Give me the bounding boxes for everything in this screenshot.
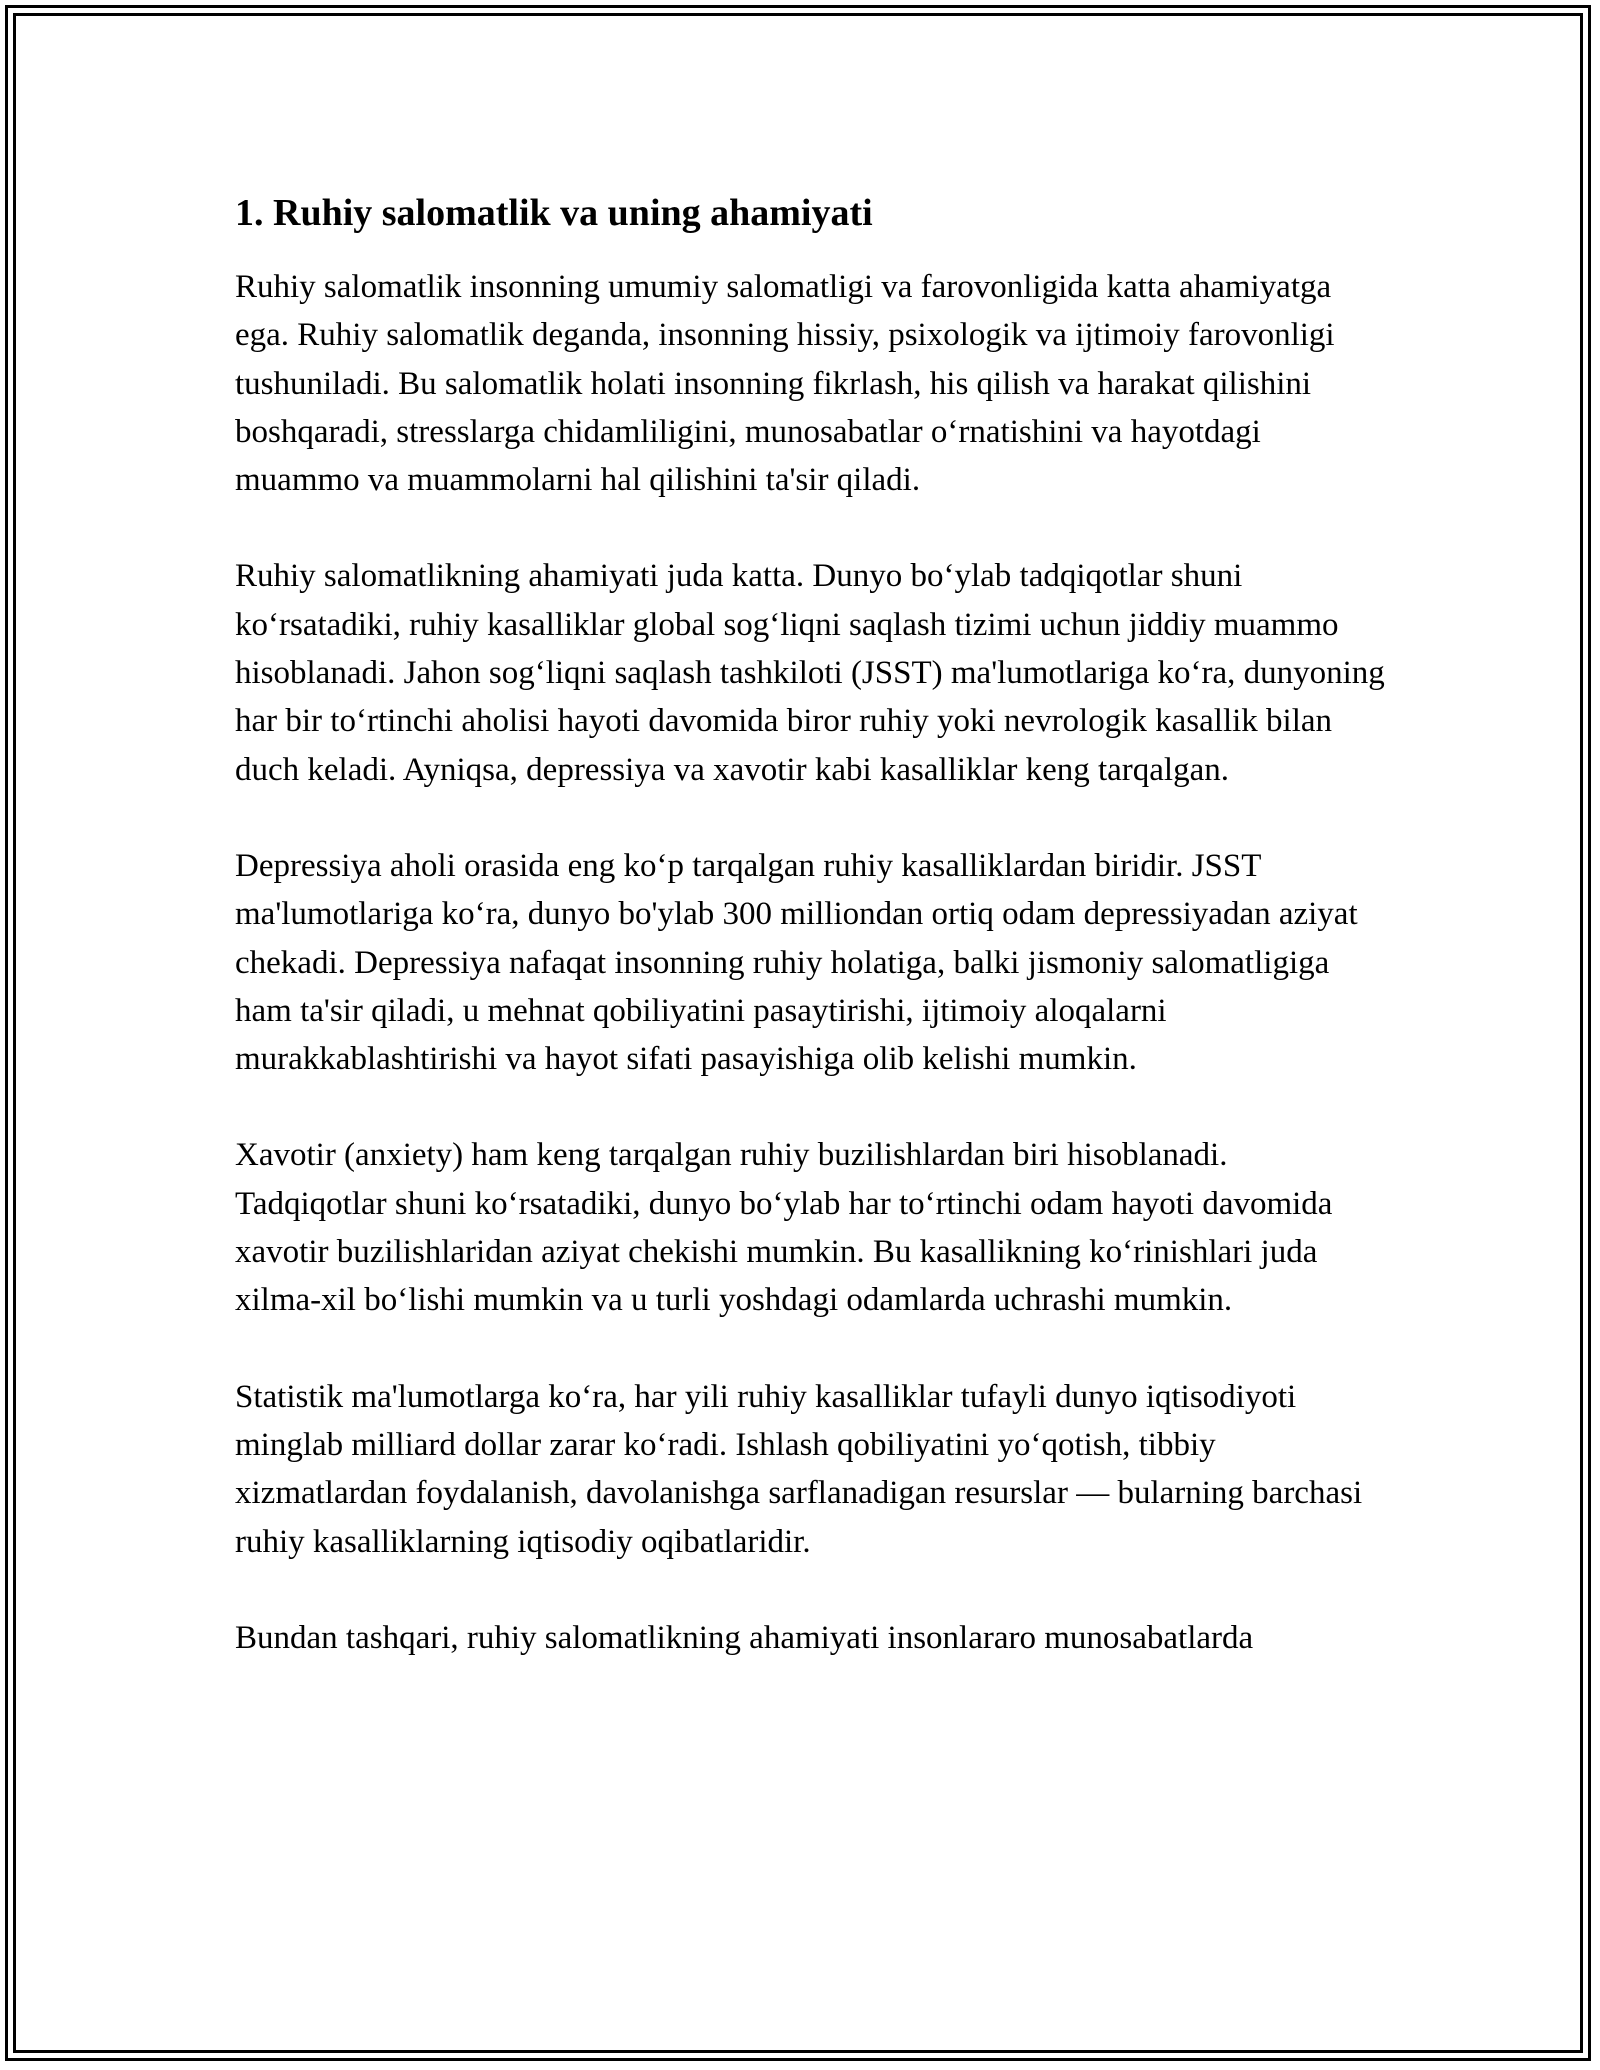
paragraph-1: Ruhiy salomatlik insonning umumiy salomatligi va farovonligida katta ahamiyatga ega. Ruhiy salomatlik deganda, insonning hissiy, psixologik va ijtimoiy farovonligi tushuniladi. Bu salomatlik holati insonning fikrlash, his qilish va harakat qilishini boshqaradi, stresslarga chidamliligini, munosabatlar oʻrnatishini va hayotdagi muammo va muammolarni hal qilishini ta'sir qiladi. [235,269,1335,499]
paragraph-6: Bundan tashqari, ruhiy salomatlikning ahamiyati insonlararo munosabatlarda [235,1619,1254,1656]
section-heading: 1. Ruhiy salomatlik va uning ahamiyati [235,192,873,234]
paragraph-4: Xavotir (anxiety) ham keng tarqalgan ruhiy buzilishlardan biri hisoblanadi. Tadqiqotlar shuni koʻrsatadiki, dunyo boʻylab har toʻrtinchi odam hayoti davomida xavotir buzilishlaridan aziyat chekishi mumkin. Bu kasallikning koʻrinishlari juda xilma-xil boʻlishi mumkin va u turli yoshdagi odamlarda uchrashi mumkin. [235,1137,1333,1319]
paragraph-2: Ruhiy salomatlikning ahamiyati juda katta. Dunyo boʻylab tadqiqotlar shuni koʻrsatadiki, ruhiy kasalliklar global sogʻliqni saqlash tizimi uchun jiddiy muammo hisoblanadi. Jahon sogʻliqni saqlash tashkiloti (JSST) ma'lumotlariga koʻra, dunyoning har bir toʻrtinchi aholisi hayoti davomida biror ruhiy yoki nevrologik kasallik bilan duch keladi. Ayniqsa, depressiya va xavotir kabi kasalliklar keng tarqalgan. [235,558,1385,788]
paragraph-3: Depressiya aholi orasida eng koʻp tarqalgan ruhiy kasalliklardan biridir. JSST ma'lumotlariga koʻra, dunyo bo'ylab 300 milliondan ortiq odam depressiyadan aziyat chekadi. Depressiya nafaqat insonning ruhiy holatiga, balki jismoniy salomatligiga ham ta'sir qiladi, u mehnat qobiliyatini pasaytirishi, ijtimoiy aloqalarni murakkablashtirishi va hayot sifati pasayishiga olib kelishi mumkin. [235,847,1358,1078]
document-body [235,185,1385,1662]
paragraph-5: Statistik ma'lumotlarga koʻra, har yili ruhiy kasalliklar tufayli dunyo iqtisodiyoti minglab milliard dollar zarar koʻradi. Ishlash qobiliyatini yoʻqotish, tibbiy xizmatlardan foydalanish, davolanishga sarflanadigan resurslar — bularning barchasi ruhiy kasalliklarning iqtisodiy oqibatlaridir. [235,1378,1363,1560]
